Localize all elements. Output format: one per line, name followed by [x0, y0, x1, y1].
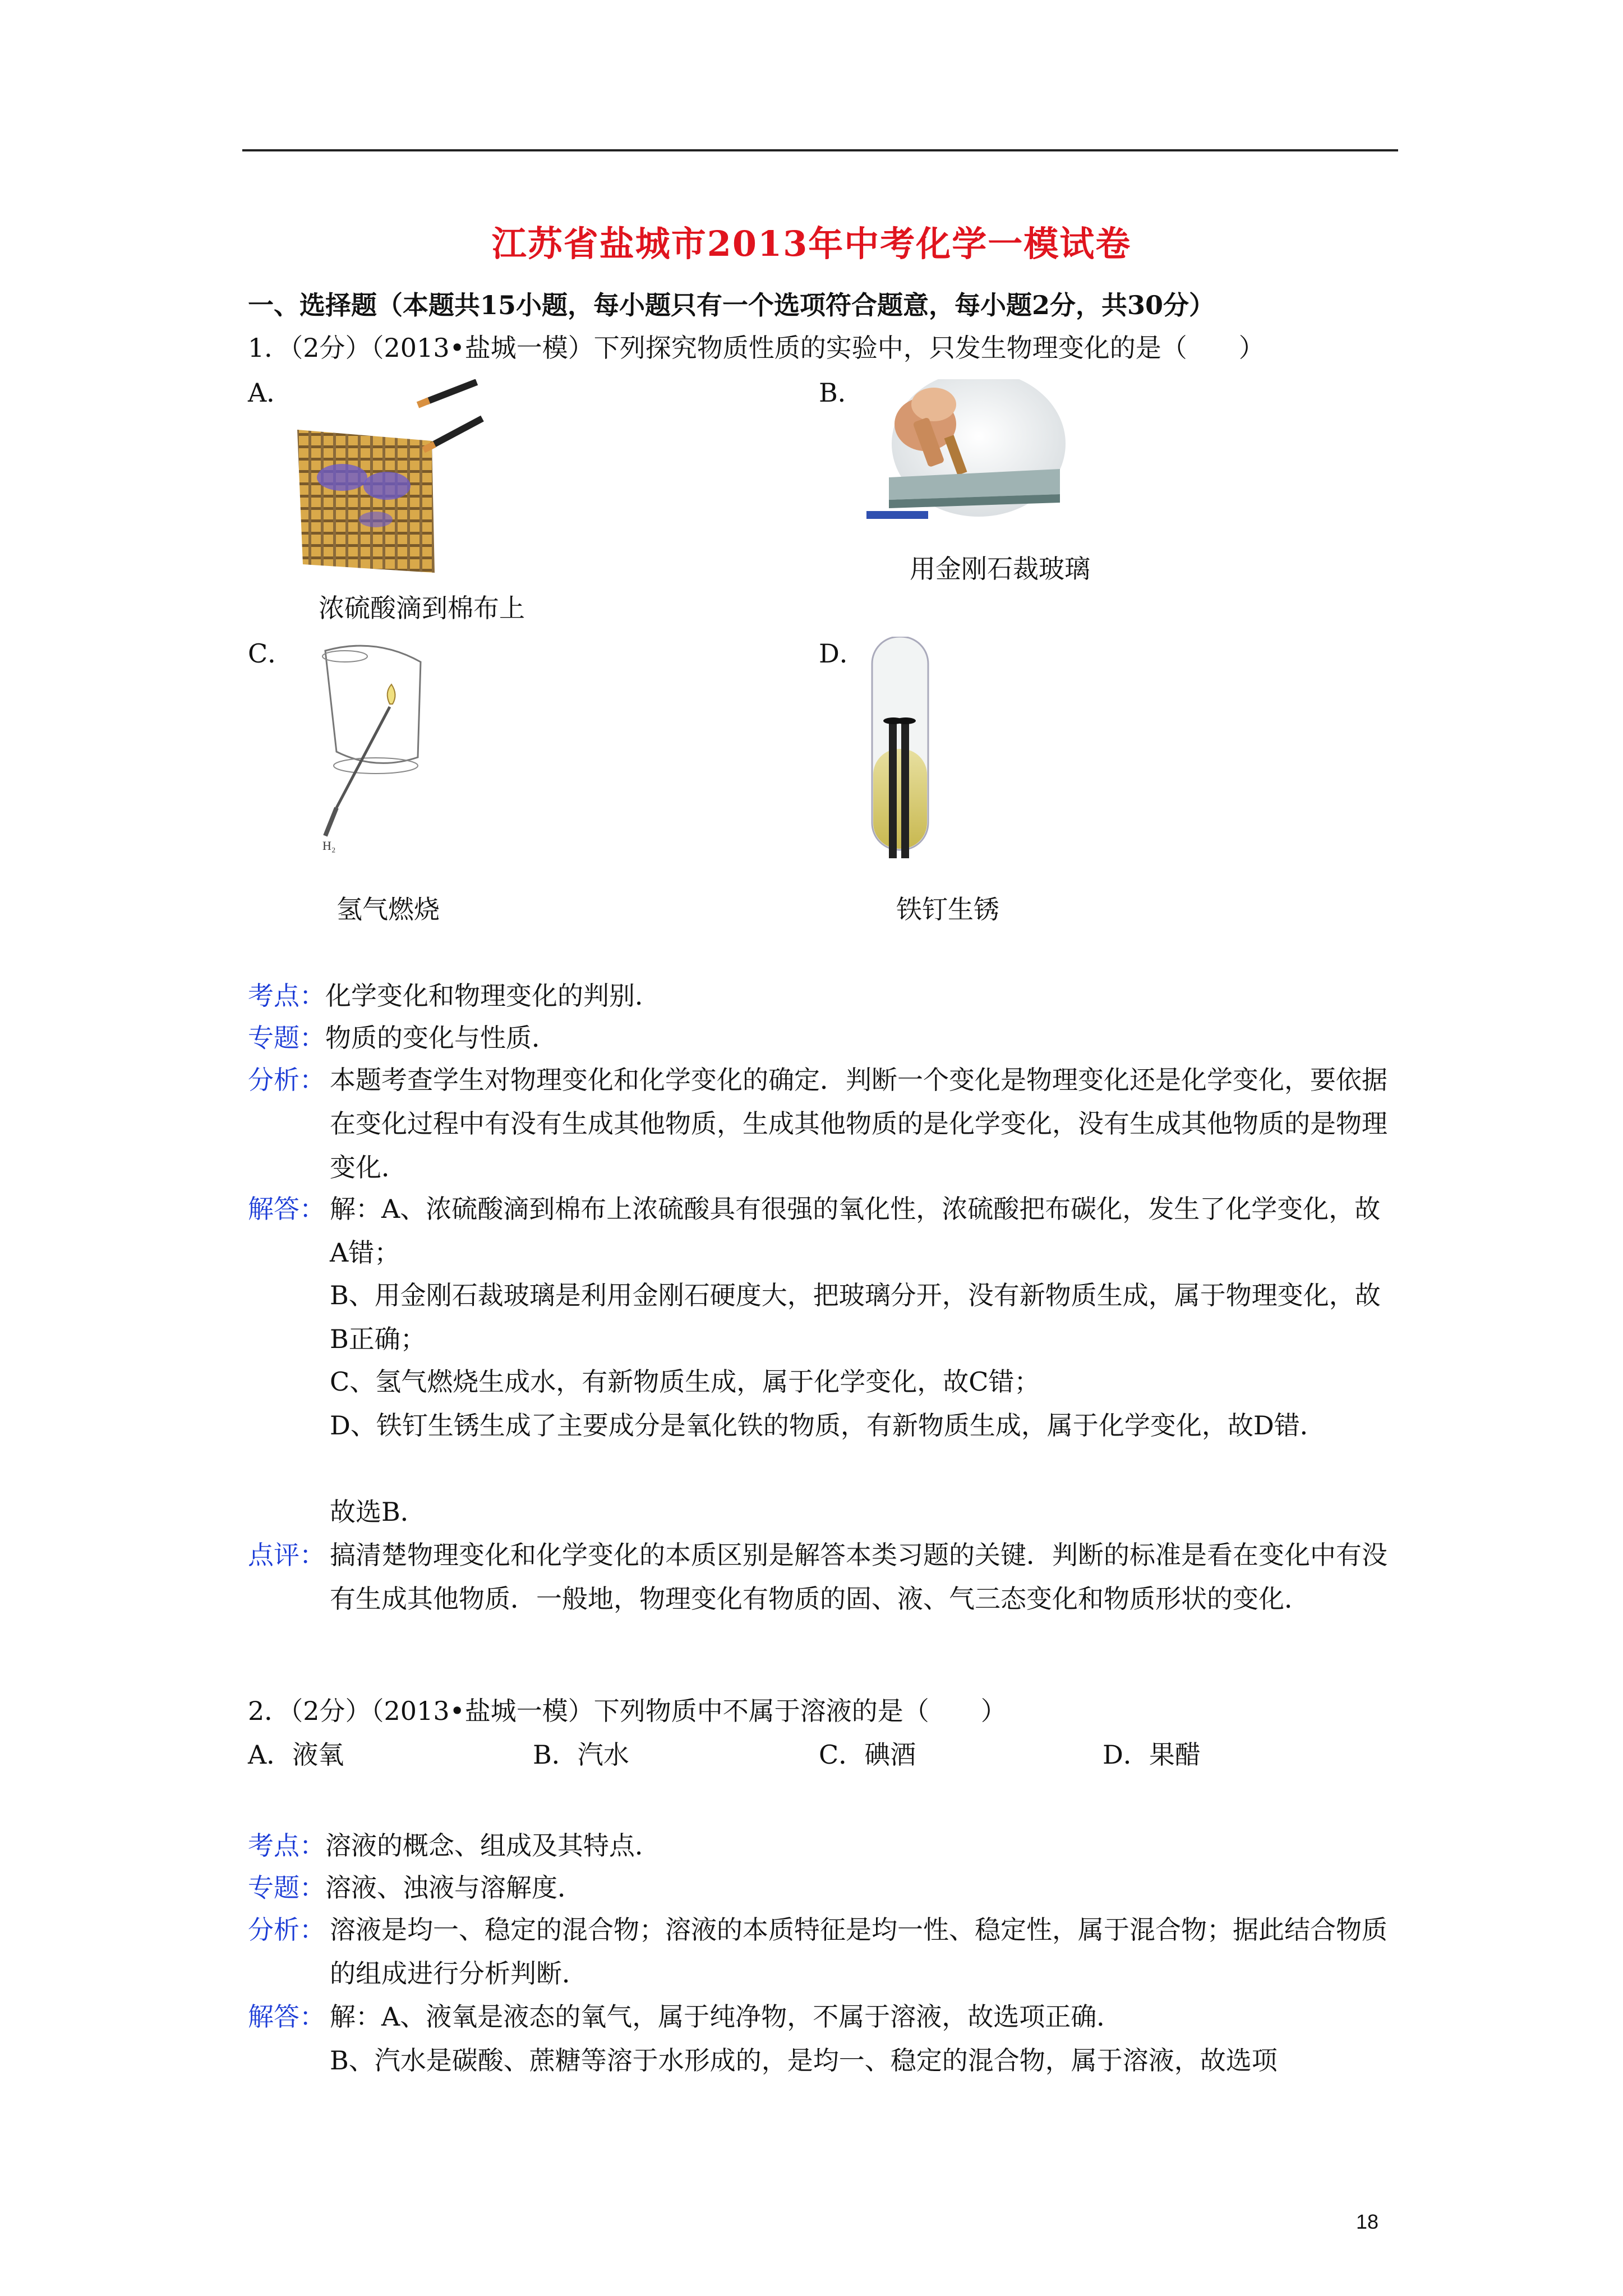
header-rule: [242, 149, 1398, 151]
q2-fenxi-label: 分析：: [248, 1915, 325, 1945]
q2-option-d: D．果醋: [1103, 1740, 1201, 1770]
q1-jieda-c: C、氢气燃烧生成水，有新物质生成，属于化学变化，故C错；: [330, 1366, 1040, 1397]
q1-jieda-answer: 故选B．: [330, 1497, 426, 1527]
q1-dianping-label: 点评：: [248, 1540, 325, 1570]
page-title: 江苏省盐城市2013年中考化学一模试卷: [491, 223, 1132, 264]
q1-option-b-letter: B．: [819, 378, 864, 408]
rusting-nail-image: [866, 637, 934, 872]
q1-jieda-label: 解答：: [248, 1194, 325, 1224]
q1-option-b-caption: 用金刚石裁玻璃: [910, 554, 1090, 584]
q1-dianping-text: 搞清楚物理变化和化学变化的本质区别是解答本类习题的关键．判断的标准是看在变化中有没有生成其他物质．一般地，物理变化有物质的固、液、气三态变化和物质形状的变化．: [330, 1540, 1387, 1614]
q2-jieda-label: 解答：: [248, 2001, 325, 2032]
q1-fenxi-label: 分析：: [248, 1065, 325, 1095]
q1-option-a-caption: 浓硫酸滴到棉布上: [319, 593, 525, 623]
q2-jieda-b: B、汽水是碳酸、蔗糖等溶于水形成的，是均一、稳定的混合物，属于溶液，故选项: [330, 2045, 1278, 2076]
section-heading: 一、选择题（本题共15小题，每小题只有一个选项符合题意，每小题2分，共30分）: [248, 290, 1215, 320]
q1-option-c-letter: C．: [248, 638, 294, 669]
hydrogen-burning-image: [292, 639, 437, 864]
h2-label: H₂: [322, 839, 336, 853]
q2-option-c: C．碘酒: [819, 1740, 916, 1770]
q1-option-c-caption: 氢气燃烧: [336, 894, 440, 924]
q2-stem: 2．（2分）（2013•盐城一模）下列物质中不属于溶液的是（ ）: [248, 1696, 1007, 1726]
q2-kaodian: 考点：溶液的概念、组成及其特点．: [248, 1830, 661, 1861]
glass-cutting-image: [866, 379, 1068, 536]
q1-stem: 1．（2分）（2013•盐城一模）下列探究物质性质的实验中，只发生物理变化的是（ ）: [248, 333, 1265, 363]
q2-jieda-a: 解：A、液氧是液态的氧气，属于纯净物，不属于溶液，故选项正确．: [330, 2001, 1123, 2032]
q1-jieda-d: D、铁钉生锈生成了主要成分是氧化铁的物质，有新物质生成，属于化学变化，故D错．: [330, 1410, 1326, 1441]
q1-jieda-b: B、用金刚石裁玻璃是利用金刚石硬度大，把玻璃分开，没有新物质生成，属于物理变化，故B正确；: [330, 1280, 1381, 1354]
q1-option-d-caption: 铁钉生锈: [896, 894, 999, 924]
q1-jieda-a: 解：A、浓硫酸滴到棉布上浓硫酸具有很强的氧化性，浓硫酸把布碳化，发生了化学变化，故A错；: [330, 1194, 1381, 1268]
page-number: 18: [1356, 2210, 1379, 2233]
q2-option-b: B．汽水: [533, 1740, 629, 1770]
q2-zhuanti: 专题：溶液、浊液与溶解度．: [248, 1872, 583, 1903]
cloth-acid-image: [292, 379, 494, 581]
q2-fenxi-text: 溶液是均一、稳定的混合物；溶液的本质特征是均一性、稳定性，属于混合物；据此结合物质的组成进行分析判断．: [330, 1915, 1387, 1989]
q1-option-d-letter: D．: [819, 638, 865, 669]
q1-fenxi-text: 本题考查学生对物理变化和化学变化的确定．判断一个变化是物理变化还是化学变化，要依据在变化过程中有没有生成其他物质，生成其他物质的是化学变化，没有生成其他物质的是物理变化．: [330, 1065, 1387, 1182]
q1-option-a-letter: A．: [248, 378, 293, 408]
q1-kaodian-label: 考点：化学变化和物理变化的判别．: [248, 981, 661, 1011]
q2-option-a: A．液氧: [248, 1740, 344, 1770]
q1-zhuanti-label: 专题：物质的变化与性质．: [248, 1023, 557, 1053]
